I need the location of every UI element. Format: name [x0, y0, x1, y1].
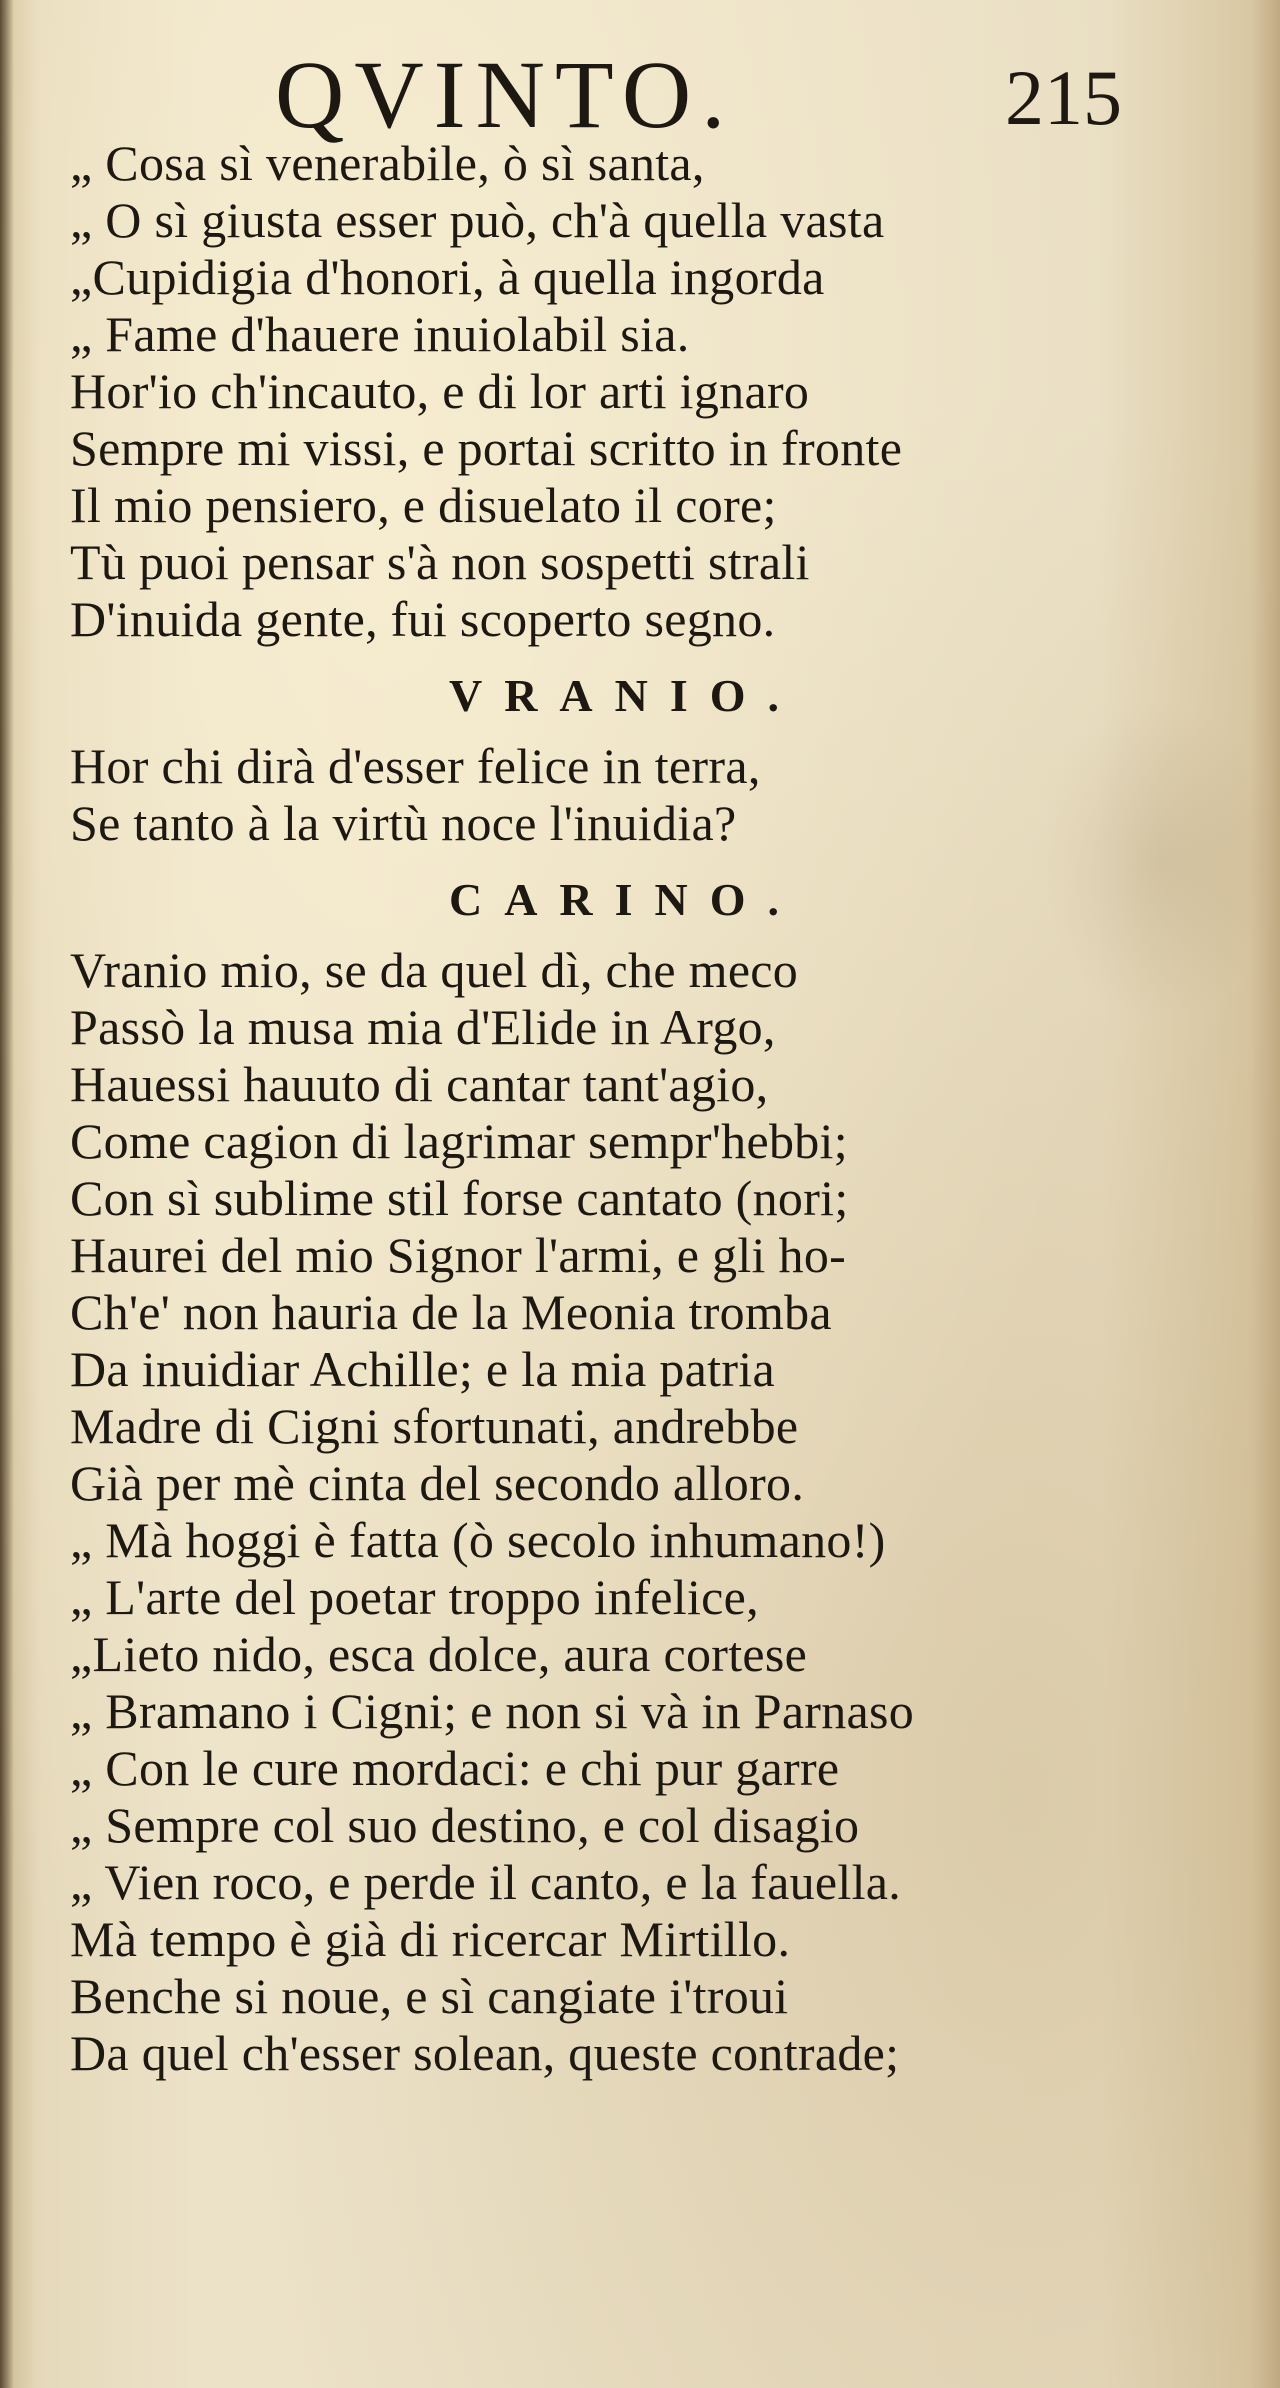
- verse-line: Da inuidiar Achille; e la mia patria: [70, 1341, 775, 1397]
- verse-line: Hauessi hauuto di cantar tant'agio,: [70, 1056, 769, 1112]
- page-number: 215: [1005, 54, 1122, 141]
- verse-line: Sempre mi vissi, e portai scritto in fronte: [70, 420, 903, 476]
- verse-line: „ Bramano i Cigni; e non si và in Parnaso: [70, 1683, 915, 1739]
- running-head: [0, 40, 1280, 150]
- verse-line: „ O sì giusta esser può, ch'à quella vasta: [70, 192, 885, 248]
- verse-line: Passò la musa mia d'Elide in Argo,: [70, 999, 776, 1055]
- verse-line: „ Mà hoggi è fatta (ò secolo inhumano!): [70, 1512, 886, 1568]
- verse-line: D'inuida gente, fui scoperto segno.: [70, 591, 776, 647]
- verse-line: Haurei del mio Signor l'armi, e gli ho-: [70, 1227, 847, 1283]
- verse-line: „ Vien roco, e perde il canto, e la fauella.: [70, 1854, 902, 1910]
- verse-line: Già per mè cinta del secondo alloro.: [70, 1455, 805, 1511]
- verse-line: „ L'arte del poetar troppo infelice,: [70, 1569, 759, 1625]
- verse-line: Con sì sublime stil forse cantato (nori;: [70, 1170, 849, 1226]
- verse-line: „ Cosa sì venerabile, ò sì santa,: [70, 135, 705, 191]
- verse-line: Benche si noue, e sì cangiate i'troui: [70, 1968, 789, 2024]
- verse-line: „ Con le cure mordaci: e chi pur garre: [70, 1740, 840, 1796]
- verse-line: Hor chi dirà d'esser felice in terra,: [70, 738, 761, 794]
- verse-line: „ Fame d'hauere inuiolabil sia.: [70, 306, 690, 362]
- verse-line: Da quel ch'esser solean, queste contrade;: [70, 2025, 900, 2081]
- verse-line: Tù puoi pensar s'à non sospetti strali: [70, 534, 810, 590]
- verse-line: Hor'io ch'incauto, e di lor arti ignaro: [70, 363, 810, 419]
- verse-line: Vranio mio, se da quel dì, che meco: [70, 942, 799, 998]
- verse-line: Se tanto à la virtù noce l'inuidia?: [70, 795, 737, 851]
- verse-line: Il mio pensiero, e disuelato il core;: [70, 477, 777, 533]
- verse-text: [70, 135, 1180, 2082]
- verse-line: Mà tempo è già di ricercar Mirtillo.: [70, 1911, 791, 1967]
- verse-line: „Cupidigia d'honori, à quella ingorda: [70, 249, 825, 305]
- speaker-name: VRANIO.: [448, 670, 802, 721]
- verse-line: Come cagion di lagrimar sempr'hebbi;: [70, 1113, 848, 1169]
- verse-line: Madre di Cigni sfortunati, andrebbe: [70, 1398, 799, 1454]
- verse-line: „Lieto nido, esca dolce, aura cortese: [70, 1626, 808, 1682]
- verse-line: Ch'e' non hauria de la Meonia tromba: [70, 1284, 832, 1340]
- running-title: QVINTO.: [275, 41, 736, 148]
- verse-line: „ Sempre col suo destino, e col disagio: [70, 1797, 860, 1853]
- speaker-name: CARINO.: [448, 874, 802, 925]
